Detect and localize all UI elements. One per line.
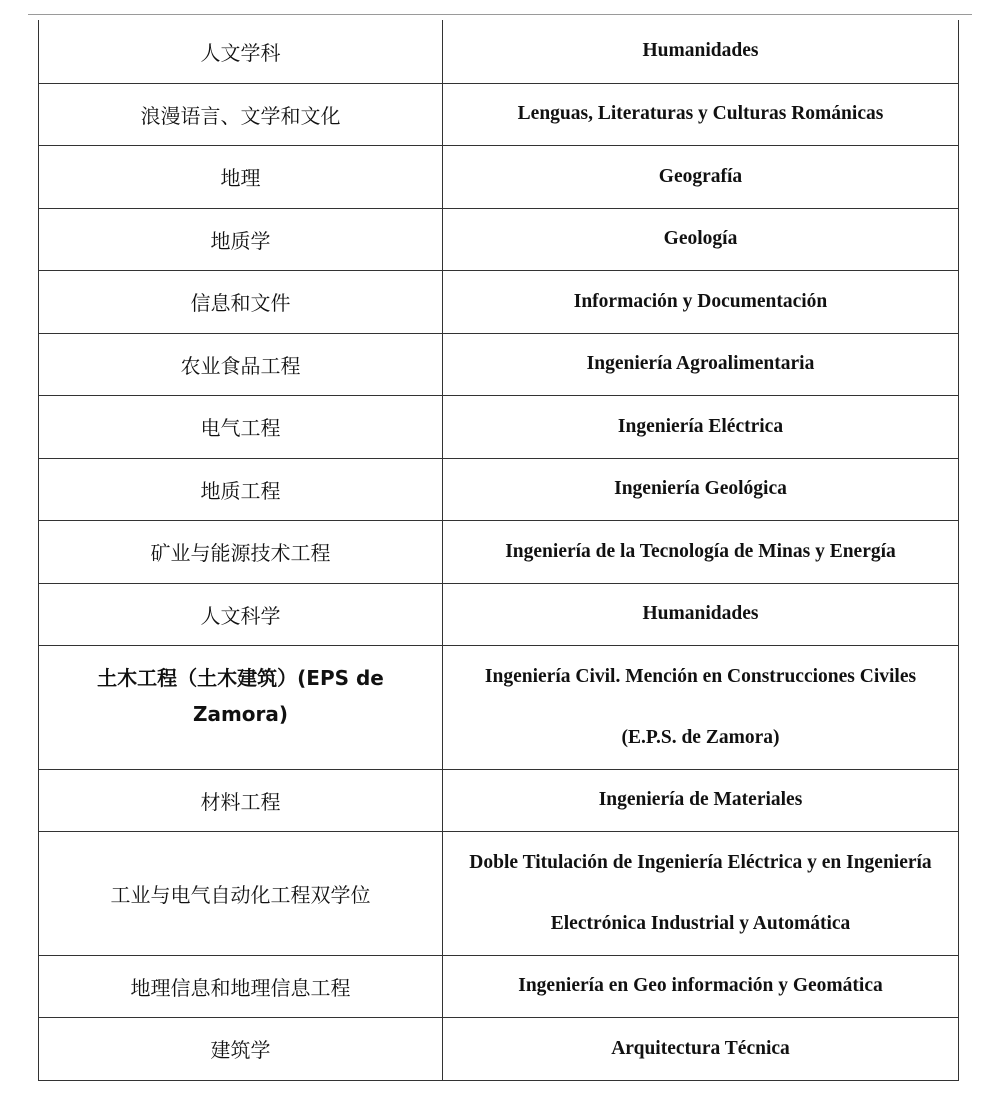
chinese-name-cell: 信息和文件 — [39, 271, 443, 333]
spanish-name-cell: Información y Documentación — [573, 290, 828, 312]
table-row — [39, 645, 958, 769]
spanish-name-cell: Ingeniería en Geo información y Geomática — [518, 975, 883, 997]
table-row — [39, 145, 958, 208]
spanish-name-cell: Doble Titulación de Ingeniería Eléctrica y en Ingeniería Electrónica Industrial y Automática — [469, 852, 932, 935]
spanish-name-cell: Ingeniería Geológica — [614, 478, 787, 500]
chinese-name-cell: 建筑学 — [39, 1018, 443, 1080]
table-row — [39, 831, 958, 955]
table-row — [39, 333, 958, 396]
chinese-name-text: 土木工程（土木建筑）(EPS de Zamora) — [97, 666, 384, 726]
spanish-name-cell: Geología — [663, 228, 738, 250]
chinese-name-cell: 材料工程 — [39, 770, 443, 832]
chinese-name-cell: 浪漫语言、文学和文化 — [39, 84, 443, 146]
chinese-name-cell: 人文科学 — [39, 584, 443, 646]
table-row — [39, 395, 958, 458]
chinese-name-cell: 地质工程 — [39, 459, 443, 521]
spanish-name-cell: Ingeniería de la Tecnología de Minas y Energía — [505, 540, 896, 562]
degree-table — [38, 20, 959, 1081]
chinese-name-cell: 地质学 — [39, 209, 443, 271]
table-row — [39, 1017, 958, 1080]
table-row — [39, 955, 958, 1018]
spanish-name-cell: Ingeniería Eléctrica — [617, 415, 784, 437]
table-row — [39, 458, 958, 521]
spanish-name-cell: Arquitectura Técnica — [611, 1037, 790, 1059]
chinese-name-cell: 矿业与能源技术工程 — [39, 521, 443, 583]
chinese-name-cell — [39, 646, 443, 769]
table-row — [39, 208, 958, 271]
chinese-name-cell: 工业与电气自动化工程双学位 — [39, 832, 443, 955]
chinese-name-cell: 人文学科 — [39, 20, 443, 83]
chinese-name-cell: 电气工程 — [39, 396, 443, 458]
table-row — [39, 520, 958, 583]
table-row — [39, 270, 958, 333]
spanish-name-cell: Lenguas, Literaturas y Culturas Románicas — [517, 103, 884, 125]
table-row — [39, 20, 958, 83]
table-row — [39, 583, 958, 646]
spanish-name-cell: Ingeniería Agroalimentaria — [586, 353, 815, 375]
chinese-name-cell: 地理信息和地理信息工程 — [39, 956, 443, 1018]
spanish-name-cell: Ingeniería Civil. Mención en Construcciones Civiles (E.P.S. de Zamora) — [484, 666, 917, 749]
top-divider — [28, 14, 972, 15]
chinese-name-cell: 地理 — [39, 146, 443, 208]
spanish-name-cell: Geografía — [658, 165, 743, 187]
spanish-name-cell: Humanidades — [642, 40, 759, 62]
table-row — [39, 83, 958, 146]
chinese-name-cell: 农业食品工程 — [39, 334, 443, 396]
table-row — [39, 769, 958, 832]
spanish-name-cell: Humanidades — [642, 603, 759, 625]
spanish-name-cell: Ingeniería de Materiales — [598, 789, 803, 811]
